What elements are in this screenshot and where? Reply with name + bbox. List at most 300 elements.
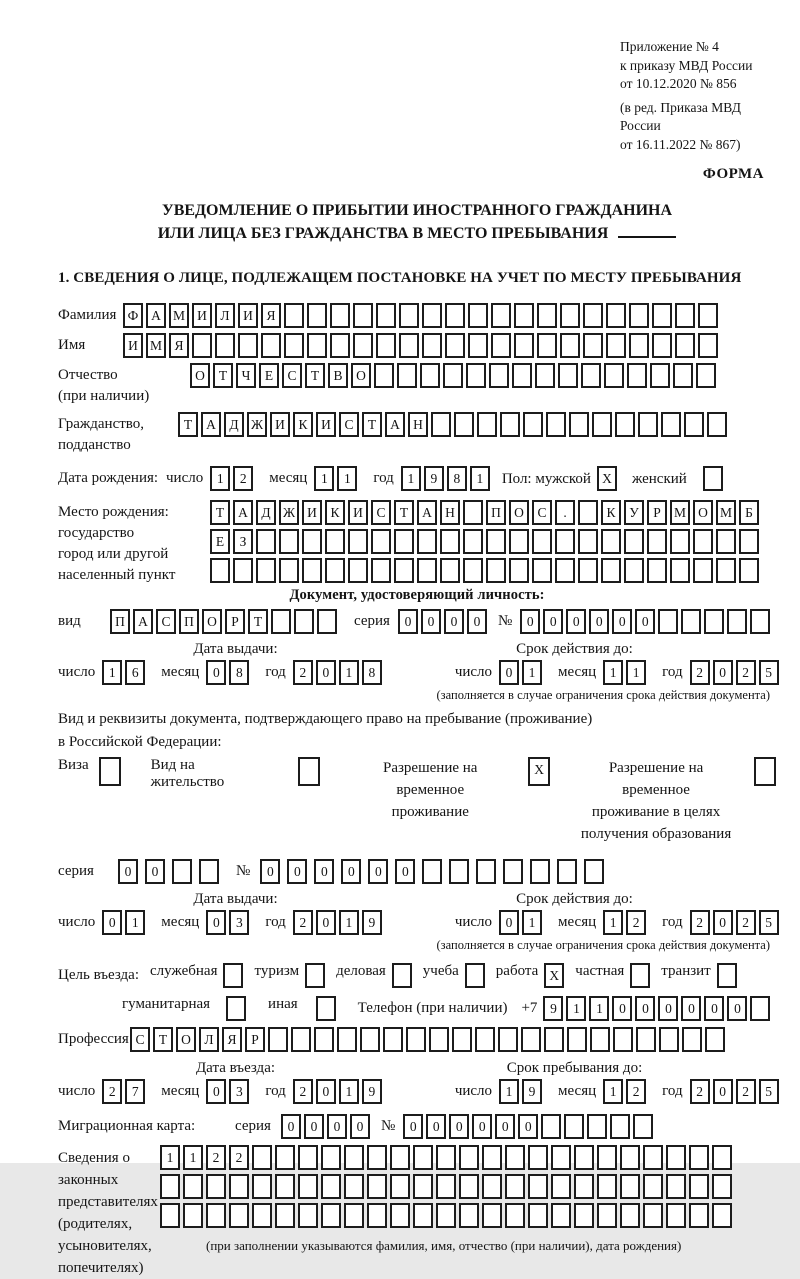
sex-label: Пол: мужской	[501, 471, 591, 487]
char-cell	[560, 303, 580, 328]
char-cell	[160, 1174, 180, 1199]
header-line: от 10.12.2020 № 856	[620, 76, 737, 91]
purpose-checkbox	[624, 963, 650, 988]
year-cells	[690, 910, 782, 935]
char-cell	[574, 1174, 594, 1199]
representatives-label: Сведения о законных представителях (родителях, усыновителях, попечителях)	[58, 1150, 158, 1276]
identity-doc-date-headings	[58, 641, 776, 658]
char-cell	[466, 363, 486, 388]
year-cells	[293, 660, 385, 685]
char-cell	[360, 1027, 380, 1052]
char-cell	[443, 363, 463, 388]
profession-label: Профессия	[58, 1031, 129, 1047]
residence-permit-option	[151, 757, 321, 791]
char-cell	[523, 412, 543, 437]
day-cells	[102, 1079, 148, 1104]
char-cell	[298, 1145, 318, 1170]
char-cell: И	[270, 412, 290, 437]
char-cell: 1	[626, 660, 646, 685]
month-cells	[206, 910, 252, 935]
doc-kind-label: вид	[58, 613, 81, 629]
char-cell: Е	[259, 363, 279, 388]
month-label: месяц	[558, 914, 597, 930]
header-line: от 16.11.2022 № 867)	[620, 136, 741, 152]
representatives-line-3	[160, 1203, 735, 1228]
entry-date-heading: Дата въезда:	[195, 1060, 276, 1076]
char-cell: 1	[603, 1079, 623, 1104]
migration-card-number-label: №	[380, 1118, 396, 1134]
char-cell: Ж	[247, 412, 267, 437]
valid-until-group	[455, 660, 782, 685]
char-cell	[537, 303, 557, 328]
char-cell	[422, 859, 442, 884]
char-cell: 2	[293, 910, 313, 935]
char-cell: Т	[153, 1027, 173, 1052]
char-cell	[367, 1145, 387, 1170]
char-cell: 0	[206, 660, 226, 685]
char-cell	[399, 303, 419, 328]
char-cell	[652, 303, 672, 328]
char-cell: Т	[305, 363, 325, 388]
char-cell: З	[233, 529, 253, 554]
char-cell	[564, 1114, 584, 1139]
char-cell	[682, 1027, 702, 1052]
char-cell	[712, 1145, 732, 1170]
char-cell	[468, 333, 488, 358]
char-cell	[330, 303, 350, 328]
sex-female-option	[632, 466, 723, 492]
char-cell	[601, 558, 621, 583]
char-cell: Т	[248, 609, 268, 634]
residence-doc-series-row	[58, 859, 776, 884]
char-cell	[716, 558, 736, 583]
doc-series-label: серия	[354, 613, 390, 629]
char-cell	[390, 1145, 410, 1170]
char-cell	[624, 558, 644, 583]
char-cell	[530, 859, 550, 884]
checkbox-cell	[465, 963, 485, 988]
issue-date-group	[58, 660, 385, 685]
char-cell: И	[238, 303, 258, 328]
char-cell	[652, 333, 672, 358]
char-cell	[440, 558, 460, 583]
char-cell	[650, 363, 670, 388]
char-cell: 2	[233, 466, 253, 491]
doc-number-label: №	[497, 613, 513, 629]
char-cell	[597, 1145, 617, 1170]
phone-prefix: +7	[521, 1000, 538, 1016]
char-cell	[317, 609, 337, 634]
month-label: месяц	[558, 664, 597, 680]
residence-permit-checkbox	[292, 757, 320, 786]
checkbox-cell	[703, 466, 723, 491]
char-cell: 2	[736, 1079, 756, 1104]
char-cell: 1	[339, 660, 359, 685]
checkbox-cell	[298, 757, 320, 786]
temporary-residence-education-label: Разрешение на временное проживание в целях получения образования	[580, 760, 732, 842]
char-cell	[275, 1145, 295, 1170]
purpose-item-business: деловая	[336, 963, 412, 988]
char-cell	[739, 529, 759, 554]
profession-cells	[130, 1027, 728, 1052]
checkbox-cell: X	[528, 757, 550, 786]
checkbox-cell	[316, 996, 336, 1021]
char-cell	[659, 1027, 679, 1052]
char-cell: М	[670, 500, 690, 525]
char-cell	[348, 558, 368, 583]
char-cell: Ф	[123, 303, 143, 328]
purpose-checkbox	[299, 963, 325, 988]
char-cell: О	[509, 500, 529, 525]
char-cell	[636, 1027, 656, 1052]
residence-doc-number-label: №	[236, 863, 251, 879]
char-cell: В	[328, 363, 348, 388]
purpose-checkbox	[220, 996, 246, 1021]
firstname-label: Имя	[58, 337, 86, 353]
char-cell	[693, 529, 713, 554]
char-cell: 0	[520, 609, 540, 634]
char-cell	[252, 1145, 272, 1170]
char-cell: 0	[713, 1079, 733, 1104]
char-cell	[275, 1203, 295, 1228]
char-cell	[537, 333, 557, 358]
patronymic-row	[58, 363, 776, 407]
char-cell: 5	[759, 660, 779, 685]
char-cell	[532, 529, 552, 554]
char-cell	[284, 333, 304, 358]
purpose-item-tourism: туризм	[254, 963, 325, 988]
birth-place-line-2	[210, 529, 762, 554]
month-label: месяц	[161, 1083, 200, 1099]
phone-label: Телефон (при наличии)	[357, 1000, 508, 1016]
checkbox-cell	[392, 963, 412, 988]
char-cell: И	[123, 333, 143, 358]
char-cell	[544, 1027, 564, 1052]
header-line: к приказу МВД России	[620, 57, 753, 73]
char-cell	[307, 303, 327, 328]
char-cell	[574, 1203, 594, 1228]
char-cell	[629, 303, 649, 328]
valid-until-heading: Срок действия до:	[516, 641, 633, 657]
char-cell: П	[179, 609, 199, 634]
char-cell	[367, 1174, 387, 1199]
char-cell	[750, 609, 770, 634]
char-cell	[344, 1145, 364, 1170]
month-label: месяц	[558, 1083, 597, 1099]
char-cell	[399, 333, 419, 358]
char-cell	[417, 558, 437, 583]
char-cell	[445, 333, 465, 358]
char-cell	[489, 363, 509, 388]
patronymic-label: Отчество (при наличии)	[58, 367, 150, 404]
entry-dates-row	[58, 1079, 776, 1104]
form-title	[58, 199, 776, 245]
year-label: год	[265, 1083, 286, 1099]
char-cell	[261, 333, 281, 358]
char-cell: А	[146, 303, 166, 328]
char-cell	[376, 303, 396, 328]
char-cell	[509, 558, 529, 583]
visa-option	[58, 757, 121, 786]
char-cell: Т	[210, 500, 230, 525]
char-cell	[541, 1114, 561, 1139]
char-cell: 2	[690, 1079, 710, 1104]
header-reference-block	[620, 38, 776, 154]
char-cell	[615, 412, 635, 437]
char-cell: О	[351, 363, 371, 388]
char-cell	[643, 1203, 663, 1228]
char-cell: Д	[256, 500, 276, 525]
purpose-label: Цель въезда:	[58, 967, 139, 983]
char-cell	[555, 529, 575, 554]
char-cell	[583, 303, 603, 328]
char-cell: 1	[339, 1079, 359, 1104]
char-cell	[498, 1027, 518, 1052]
char-cell	[314, 1027, 334, 1052]
char-cell	[606, 303, 626, 328]
char-cell: А	[385, 412, 405, 437]
char-cell	[597, 1203, 617, 1228]
residence-doc-series-label: серия	[58, 863, 94, 879]
char-cell	[353, 303, 373, 328]
header-line: (в ред. Приказа МВД России	[620, 99, 741, 133]
char-cell: 1	[210, 466, 230, 491]
char-cell	[567, 1027, 587, 1052]
char-cell: 2	[206, 1145, 226, 1170]
char-cell	[666, 1145, 686, 1170]
char-cell: 2	[736, 660, 756, 685]
temporary-residence-education-checkbox	[748, 757, 776, 786]
char-cell	[505, 1174, 525, 1199]
year-label: год	[265, 664, 286, 680]
char-cell	[750, 996, 770, 1021]
char-cell	[535, 363, 555, 388]
residence-doc-line-1: Вид и реквизиты документа, подтверждающего право на пребывание (проживание)	[58, 711, 593, 727]
char-cell	[716, 529, 736, 554]
char-cell: 0	[403, 1114, 423, 1139]
char-cell: М	[169, 303, 189, 328]
char-cell	[463, 529, 483, 554]
char-cell: 8	[447, 466, 467, 491]
visa-label: Виза	[58, 757, 89, 773]
char-cell	[454, 412, 474, 437]
char-cell: 0	[543, 609, 563, 634]
char-cell: 1	[314, 466, 334, 491]
char-cell	[689, 1203, 709, 1228]
char-cell	[420, 363, 440, 388]
char-cell: 9	[362, 1079, 382, 1104]
profession-row	[58, 1027, 776, 1052]
char-cell: 0	[350, 1114, 370, 1139]
char-cell: 8	[229, 660, 249, 685]
char-cell: 0	[398, 609, 418, 634]
issue-date-heading: Дата выдачи:	[193, 641, 278, 657]
char-cell: О	[202, 609, 222, 634]
char-cell: 0	[421, 609, 441, 634]
identity-doc-row	[58, 609, 776, 634]
birth-place-line-3	[210, 558, 762, 583]
migration-card-row	[58, 1114, 776, 1139]
char-cell	[532, 558, 552, 583]
char-cell	[673, 363, 693, 388]
char-cell	[638, 412, 658, 437]
title-line-2: ИЛИ ЛИЦА БЕЗ ГРАЖДАНСТВА В МЕСТО ПРЕБЫВАНИЯ	[58, 222, 776, 245]
checkbox-cell	[223, 963, 243, 988]
char-cell: 2	[102, 1079, 122, 1104]
char-cell: К	[293, 412, 313, 437]
char-cell	[627, 363, 647, 388]
char-cell: С	[532, 500, 552, 525]
char-cell	[705, 1027, 725, 1052]
char-cell	[551, 1174, 571, 1199]
char-cell	[210, 558, 230, 583]
char-cell	[696, 363, 716, 388]
char-cell: 0	[287, 859, 307, 884]
char-cell: 2	[293, 1079, 313, 1104]
char-cell: 0	[612, 609, 632, 634]
char-cell	[555, 558, 575, 583]
char-cell	[551, 1203, 571, 1228]
visa-checkbox	[93, 757, 121, 786]
char-cell	[629, 333, 649, 358]
char-cell: П	[110, 609, 130, 634]
char-cell: 5	[759, 910, 779, 935]
birth-place-row	[58, 500, 776, 587]
month-label: месяц	[161, 914, 200, 930]
char-cell: 0	[260, 859, 280, 884]
checkbox-cell: X	[544, 963, 564, 988]
char-cell: С	[339, 412, 359, 437]
char-cell: Т	[362, 412, 382, 437]
char-cell: 0	[145, 859, 165, 884]
char-cell: 2	[229, 1145, 249, 1170]
migration-card-number-cells	[403, 1114, 656, 1139]
char-cell: Я	[222, 1027, 242, 1052]
checkbox-cell	[305, 963, 325, 988]
sex-female-checkbox	[697, 466, 723, 491]
char-cell	[298, 1203, 318, 1228]
char-cell	[406, 1027, 426, 1052]
char-cell: 1	[470, 466, 490, 491]
char-cell: 1	[339, 910, 359, 935]
day-label: число	[58, 664, 96, 680]
char-cell	[620, 1174, 640, 1199]
purpose-row-2	[58, 996, 776, 1021]
char-cell: 0	[316, 910, 336, 935]
char-cell: 0	[206, 1079, 226, 1104]
char-cell	[215, 333, 235, 358]
char-cell	[436, 1174, 456, 1199]
month-cells	[603, 1079, 649, 1104]
char-cell	[436, 1203, 456, 1228]
char-cell	[658, 609, 678, 634]
char-cell	[183, 1174, 203, 1199]
char-cell: 1	[603, 910, 623, 935]
checkbox-cell	[717, 963, 737, 988]
char-cell	[371, 529, 391, 554]
char-cell	[206, 1203, 226, 1228]
char-cell	[468, 303, 488, 328]
char-cell	[422, 303, 442, 328]
char-cell	[727, 609, 747, 634]
month-cells	[206, 1079, 252, 1104]
purpose-checkbox	[217, 963, 243, 988]
char-cell	[268, 1027, 288, 1052]
char-cell	[546, 412, 566, 437]
surname-label: Фамилия	[58, 307, 117, 323]
birth-date-row	[58, 466, 776, 492]
representatives-note: (при заполнении указываются фамилия, имя, отчество (при наличии), дата рождения)	[206, 1238, 682, 1253]
char-cell: Я	[261, 303, 281, 328]
char-cell: 0	[449, 1114, 469, 1139]
char-cell	[661, 412, 681, 437]
char-cell: Л	[199, 1027, 219, 1052]
char-cell	[371, 558, 391, 583]
char-cell	[413, 1203, 433, 1228]
char-cell: Я	[169, 333, 189, 358]
char-cell	[597, 1174, 617, 1199]
char-cell: Д	[224, 412, 244, 437]
char-cell	[275, 1174, 295, 1199]
month-cells	[603, 660, 649, 685]
char-cell	[689, 1174, 709, 1199]
char-cell	[383, 1027, 403, 1052]
char-cell: 0	[612, 996, 632, 1021]
restriction-note: (заполняется в случае ограничения срока действия документа)	[436, 938, 770, 952]
char-cell: 0	[713, 660, 733, 685]
char-cell: 0	[206, 910, 226, 935]
char-cell: С	[130, 1027, 150, 1052]
char-cell: К	[601, 500, 621, 525]
entry-date-group	[58, 1079, 385, 1104]
char-cell	[325, 558, 345, 583]
char-cell	[252, 1174, 272, 1199]
year-cells	[690, 1079, 782, 1104]
char-cell: И	[302, 500, 322, 525]
char-cell: Т	[394, 500, 414, 525]
citizenship-cells	[178, 412, 730, 437]
residence-doc-number-cells	[260, 859, 611, 884]
char-cell: О	[190, 363, 210, 388]
char-cell: 0	[314, 859, 334, 884]
char-cell: 8	[362, 660, 382, 685]
char-cell	[583, 333, 603, 358]
birth-date-label: Дата рождения:	[58, 470, 159, 486]
surname-row	[58, 303, 776, 328]
year-label: год	[662, 664, 683, 680]
char-cell	[704, 609, 724, 634]
char-cell	[581, 363, 601, 388]
char-cell: 9	[362, 910, 382, 935]
char-cell: 0	[327, 1114, 347, 1139]
char-cell: .	[555, 500, 575, 525]
char-cell	[429, 1027, 449, 1052]
char-cell: О	[693, 500, 713, 525]
day-label: число	[58, 914, 96, 930]
char-cell: 0	[444, 609, 464, 634]
char-cell	[666, 1203, 686, 1228]
char-cell	[620, 1145, 640, 1170]
stay-until-heading: Срок пребывания до:	[506, 1060, 643, 1076]
char-cell	[551, 1145, 571, 1170]
char-cell	[376, 333, 396, 358]
char-cell: Т	[213, 363, 233, 388]
char-cell	[514, 303, 534, 328]
char-cell	[633, 1114, 653, 1139]
char-cell: С	[371, 500, 391, 525]
checkbox-cell	[226, 996, 246, 1021]
char-cell	[647, 529, 667, 554]
